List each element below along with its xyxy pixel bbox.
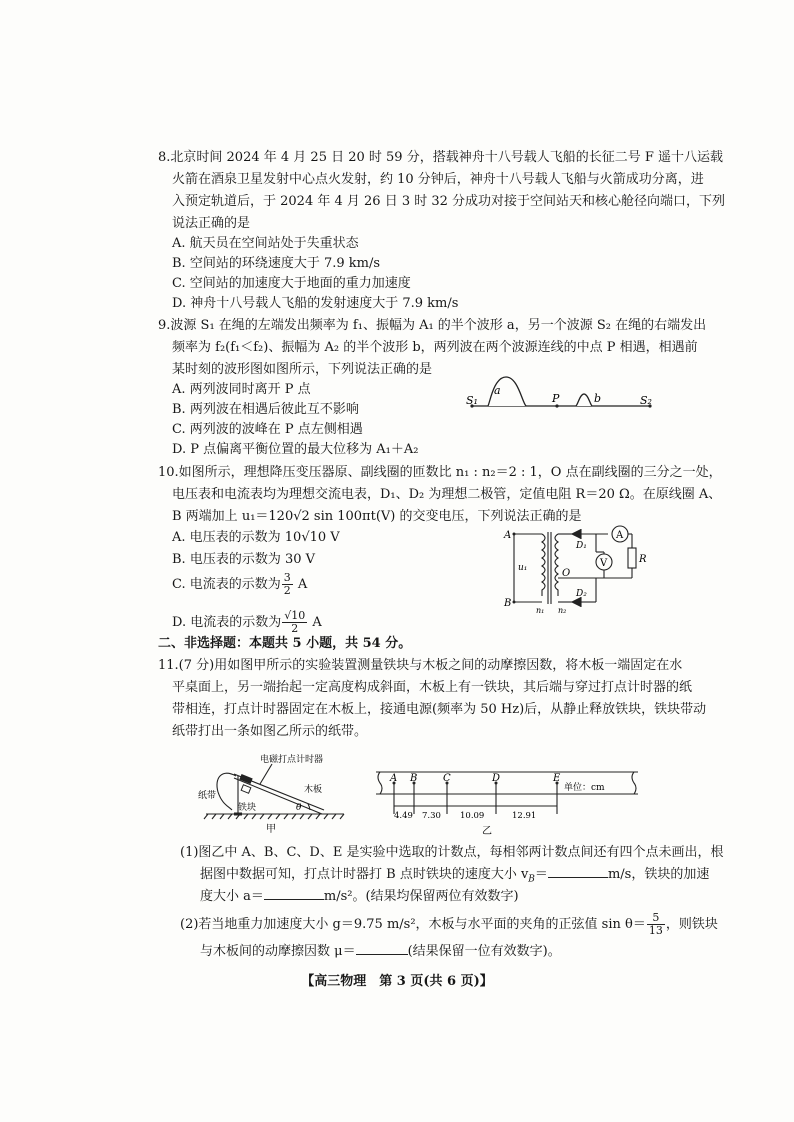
q10-line-2: 电压表和电流表均为理想交流电表，D₁、D₂ 为理想二极管，定值电阻 R＝20 Ω。在原线圈 A、 xyxy=(172,487,722,502)
page-footer: 【高三物理 第 3 页(共 6 页)】 xyxy=(301,974,493,989)
q8-option-b: B. 空间站的环绕速度大于 7.9 km/s xyxy=(172,256,381,271)
label-n2: n₂ xyxy=(558,606,567,614)
q10-option-c-unit: A xyxy=(297,577,308,592)
distance-ab: 4.49 xyxy=(394,811,413,821)
q11-line-3: 带相连，打点计时器固定在木板上，接通电源(频率为 50 Hz)后，从静止释放铁块，铁块带动 xyxy=(172,702,707,717)
label-p: P xyxy=(552,392,560,405)
q9-option-a: A. 两列波同时离开 P 点 xyxy=(172,382,311,397)
q8-line-1: 8.北京时间 2024 年 4 月 25 日 20 时 59 分，搭载神舟十八号载人飞船的长征二号 F 遥十八运载 xyxy=(158,150,723,165)
q10-option-c xyxy=(172,572,307,597)
label-s1: S₁ xyxy=(466,394,478,407)
label-point-c: C xyxy=(443,773,451,784)
q11-sub1-line-1: (1)图乙中 A、B、C、D、E 是实验中选取的计数点，每相邻两计数点间还有四个点未画出，根 xyxy=(180,845,724,860)
fraction-denominator: 2 xyxy=(291,622,299,635)
answer-blank-mu[interactable] xyxy=(356,942,408,955)
label-d2: D₂ xyxy=(576,589,587,599)
q11-sub2-line-1 xyxy=(180,912,718,937)
label-tape: 纸带 xyxy=(198,791,217,801)
label-point-a: A xyxy=(390,773,398,784)
q11-line-2: 平桌面上，另一端抬起一定高度构成斜面，木板上有一铁块，其后端与穿过打点计时器的纸 xyxy=(172,680,693,695)
q11-sub2-tail: ，则铁块 xyxy=(665,917,718,932)
answer-blank-vb[interactable] xyxy=(548,865,608,878)
label-theta: θ xyxy=(296,803,302,813)
label-s2: S₂ xyxy=(640,394,652,407)
label-r: R xyxy=(639,554,647,565)
q11-sub1-text: 据图中数据可知，打点计时器打 B 点时铁块的速度大小 v xyxy=(200,867,529,882)
label-timer: 电磁打点计时器 xyxy=(260,755,324,765)
q11-sub2-line-2 xyxy=(200,942,561,962)
q10-option-d-unit: A xyxy=(312,615,322,630)
q11-sub1-a-unit: m/s²。(结果均保留两位有效数字) xyxy=(323,889,519,904)
fraction-denominator: 2 xyxy=(283,584,291,597)
fraction xyxy=(282,572,293,597)
label-board: 木板 xyxy=(304,785,323,795)
q11-sub2-mu-note: (结果保留一位有效数字)。 xyxy=(407,944,561,959)
q8-option-d: D. 神舟十八号载人飞船的发射速度大于 7.9 km/s xyxy=(172,296,459,311)
distance-cd: 10.09 xyxy=(460,811,485,821)
label-b: b xyxy=(594,392,602,405)
q11-sub1-a-text: 度大小 a＝ xyxy=(200,889,264,904)
q11-sub1-equals: ＝ xyxy=(534,867,548,882)
q8-line-2: 火箭在酒泉卫星发射中心点火发射，约 10 分钟后，神舟十八号载人飞船与火箭成功分离，进 xyxy=(172,172,704,187)
q9-option-c: C. 两列波的波峰在 P 点左侧相遇 xyxy=(172,422,363,437)
caption-yi: 乙 xyxy=(482,826,492,836)
iron-block xyxy=(241,785,251,794)
q10-line-3: B 两端加上 u₁＝120√2 sin 100πt(V) 的交变电压，下列说法正确的是 xyxy=(172,509,582,524)
subscript: B xyxy=(528,874,535,885)
q9-option-b: B. 两列波在相遇后彼此互不影响 xyxy=(172,402,359,417)
q10-option-a: A. 电压表的示数为 10√10 V xyxy=(172,530,340,545)
label-d1: D₁ xyxy=(576,541,587,551)
q9-line-2: 频率为 f₂(f₁＜f₂)、振幅为 A₂ 的半个波形 b，两列波在两个波源连线的中点 P 相遇，相遇前 xyxy=(172,340,698,355)
distance-de: 12.91 xyxy=(512,811,537,821)
q11-sub1-line-2 xyxy=(200,865,709,890)
q10-option-b: B. 电压表的示数为 30 V xyxy=(172,552,316,567)
fraction xyxy=(282,610,307,635)
q11-line-4: 纸带打出一条如图乙所示的纸带。 xyxy=(172,724,368,739)
section-heading: 二、非选择题：本题共 5 小题，共 54 分。 xyxy=(158,636,412,651)
label-point-e: E xyxy=(553,773,561,784)
q8-line-4: 说法正确的是 xyxy=(172,216,251,231)
q9-option-d: D. P 点偏离平衡位置的最大位移为 A₁＋A₂ xyxy=(172,442,419,457)
q9-line-1: 9.波源 S₁ 在绳的左端发出频率为 f₁、振幅为 A₁ 的半个波形 a，另一个波源 S₂ 在绳的右端发出 xyxy=(158,318,707,333)
q8-line-3: 入预定轨道后，于 2024 年 4 月 26 日 3 时 32 分成功对接于空间站天和核心舱径向端口，下列 xyxy=(172,194,726,209)
q9-line-3: 某时刻的波形图如图所示，下列说法正确的是 xyxy=(172,362,433,377)
transformer-circuit-figure xyxy=(496,524,652,614)
label-n1: n₁ xyxy=(536,606,545,614)
fraction-numerator: √10 xyxy=(284,609,306,622)
distance-bc: 7.30 xyxy=(422,811,441,821)
ammeter-icon: A xyxy=(616,530,624,541)
label-o: O xyxy=(562,568,571,579)
fraction-numerator: 5 xyxy=(647,912,665,925)
wave-figure xyxy=(460,372,660,418)
q11-line-1: 11.(7 分)用如图甲所示的实验装置测量铁块与木板之间的动摩擦因数，将木板一端固定在水 xyxy=(158,658,683,673)
unit-label: 单位：cm xyxy=(564,783,605,793)
q11-sub2-text: (2)若当地重力加速度大小 g＝9.75 m/s²，木板与水平面的夹角的正弦值 sin θ＝ xyxy=(180,917,646,932)
q11-sub1-line-3 xyxy=(200,887,519,907)
label-point-d: D xyxy=(492,773,501,784)
q11-sub1-unit: m/s，铁块的加速 xyxy=(607,867,710,882)
label-terminal-b: B xyxy=(504,598,512,609)
label-block: 铁块 xyxy=(238,803,257,813)
label-terminal-a: A xyxy=(504,530,512,541)
caption-jia: 甲 xyxy=(266,824,276,835)
label-a: a xyxy=(494,384,501,397)
fraction-denominator: 13 xyxy=(648,924,663,937)
q10-option-d-text: D. 电流表的示数为 xyxy=(172,615,282,630)
q8-option-a: A. 航天员在空间站处于失重状态 xyxy=(172,236,359,251)
paper-tape-figure xyxy=(376,762,646,836)
incline-apparatus-figure xyxy=(198,748,348,836)
q10-option-c-text: C. 电流表的示数为 xyxy=(172,577,281,592)
fraction-numerator: 3 xyxy=(283,571,291,584)
q11-sub2-mu-text: 与木板间的动摩擦因数 μ＝ xyxy=(200,944,356,959)
q8-option-c: C. 空间站的加速度大于地面的重力加速度 xyxy=(172,276,411,291)
wave-b xyxy=(576,394,592,406)
answer-blank-a[interactable] xyxy=(264,887,324,900)
q10-option-d xyxy=(172,610,322,635)
fraction xyxy=(647,912,665,937)
q10-line-1: 10.如图所示，理想降压变压器原、副线圈的匝数比 n₁ : n₂＝2 : 1，O 点在副线圈的三分之一处， xyxy=(158,465,722,480)
label-point-b: B xyxy=(410,773,418,784)
label-u1: u₁ xyxy=(518,563,528,573)
voltmeter-icon: V xyxy=(600,558,608,569)
